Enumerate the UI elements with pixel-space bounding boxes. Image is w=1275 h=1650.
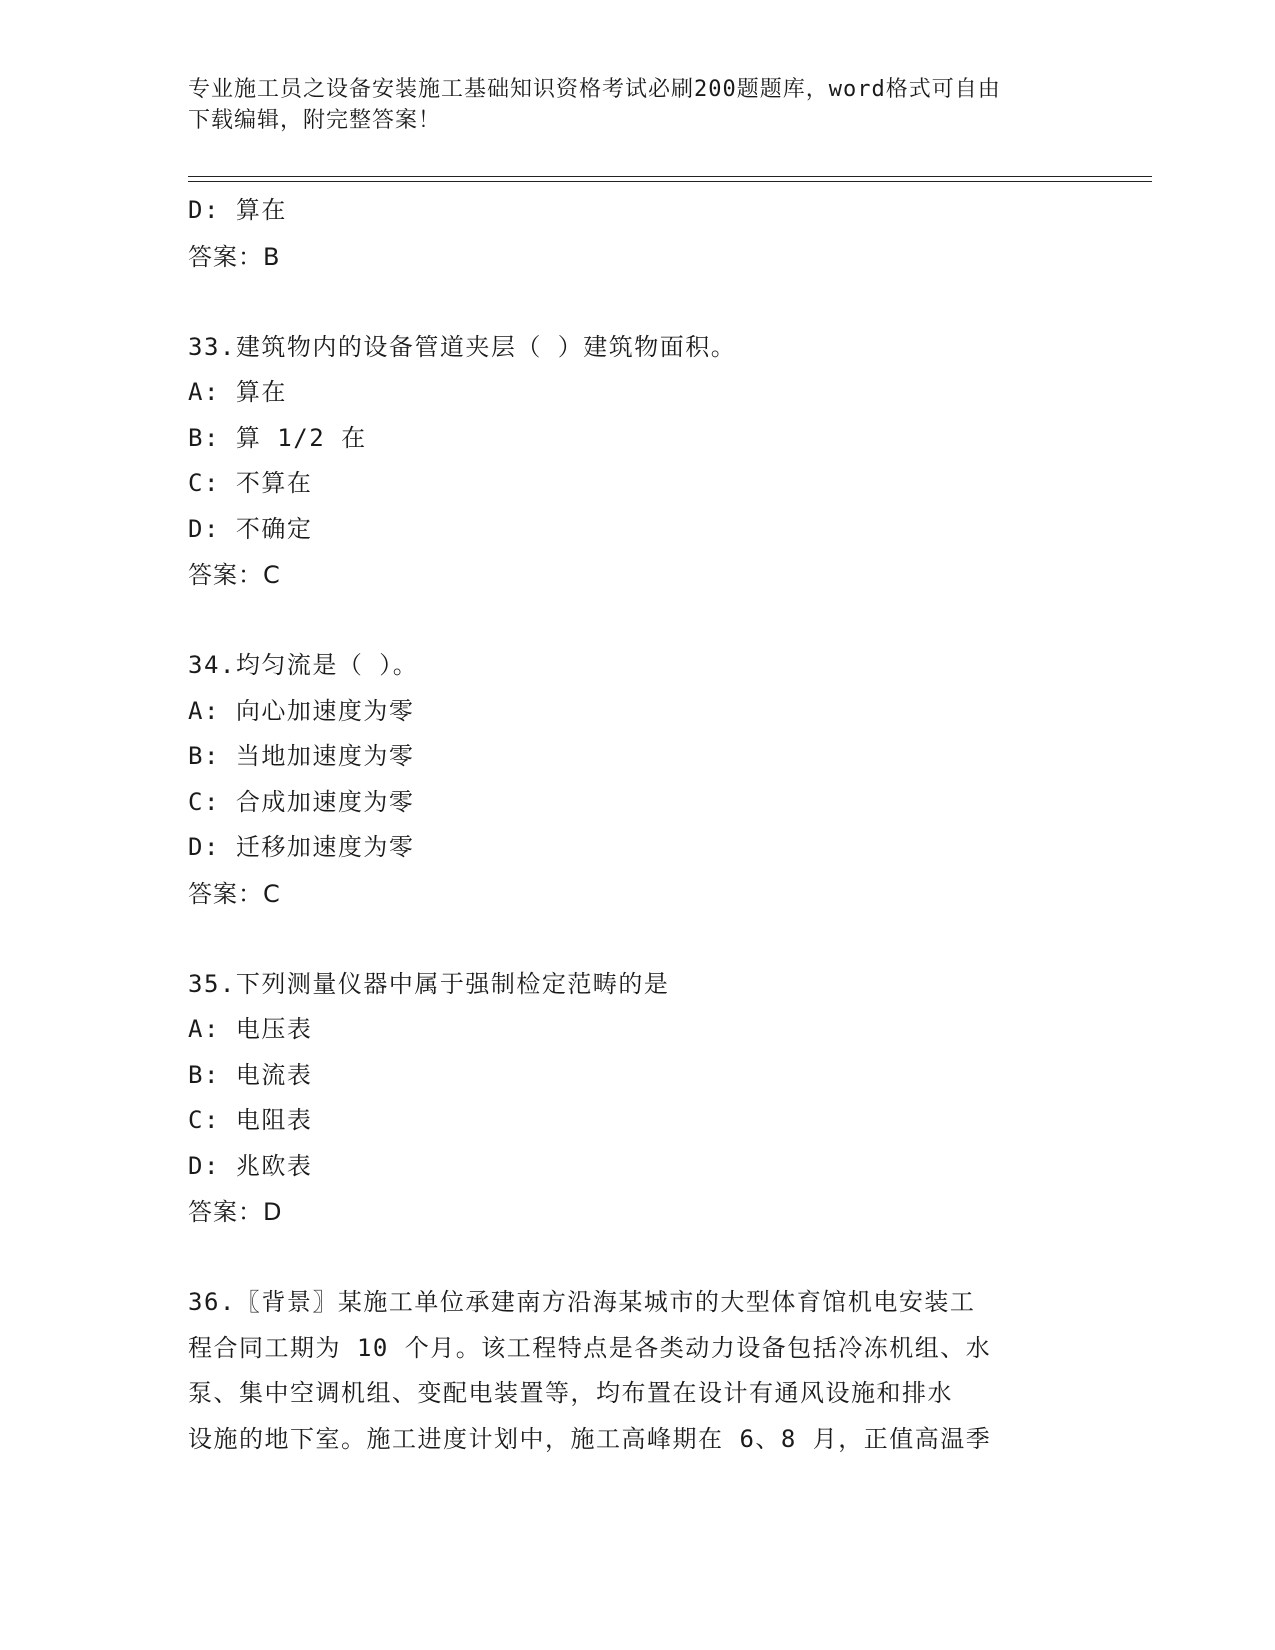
question-block-36 [188, 1280, 1078, 1462]
spacer [188, 280, 1078, 325]
option-b: B: 当地加速度为零 [188, 742, 415, 770]
question-block-34 [188, 643, 1078, 917]
answer: 答案：C [188, 561, 281, 589]
option-b: B: 算 1/2 在 [188, 423, 367, 452]
option-d: D: 迁移加速度为零 [188, 833, 415, 861]
question-block-35 [188, 962, 1078, 1236]
question-block-33 [188, 325, 1078, 599]
answer: 答案：D [188, 1198, 283, 1226]
question-stem: 34.均匀流是（ ）。 [188, 651, 419, 679]
option-c: C: 合成加速度为零 [188, 787, 415, 816]
spacer [188, 1235, 1078, 1280]
option-a: A: 向心加速度为零 [188, 696, 415, 725]
option-c: C: 不算在 [188, 469, 313, 497]
option-b: B: 电流表 [188, 1060, 313, 1089]
header-divider-bottom [188, 181, 1152, 182]
question-36-line-2: 程合同工期为 10 个月。该工程特点是各类动力设备包括冷冻机组、水 [188, 1333, 992, 1362]
spacer [188, 598, 1078, 643]
option-a: A: 算在 [188, 378, 287, 406]
option-d: D: 不确定 [188, 514, 313, 543]
header-divider-top [188, 176, 1152, 177]
question-36-line-1: 36.〖背景〗某施工单位承建南方沿海某城市的大型体育馆机电安装工 [188, 1288, 976, 1316]
document-body [188, 188, 1078, 1462]
question-stem: 33.建筑物内的设备管道夹层（ ）建筑物面积。 [188, 332, 737, 361]
answer: 答案：C [188, 879, 281, 908]
question-36-line-3: 泵、集中空调机组、变配电装置等，均布置在设计有通风设施和排水 [188, 1379, 953, 1407]
question-36-line-4: 设施的地下室。施工进度计划中，施工高峰期在 6、8 月，正值高温季 [188, 1424, 992, 1453]
spacer [188, 917, 1078, 962]
option-d: D: 算在 [188, 196, 287, 224]
question-stem: 35.下列测量仪器中属于强制检定范畴的是 [188, 969, 670, 998]
option-c: C: 电阻表 [188, 1106, 313, 1134]
question-block-32-tail [188, 188, 1078, 280]
option-a: A: 电压表 [188, 1015, 313, 1043]
answer: 答案：B [188, 242, 281, 271]
header-title-line-1: 专业施工员之设备安装施工基础知识资格考试必刷200题题库，word格式可自由 [188, 77, 1001, 102]
header-title-line-2: 下载编辑，附完整答案！ [188, 108, 442, 133]
option-d: D: 兆欧表 [188, 1151, 313, 1180]
document-header [188, 74, 1078, 136]
